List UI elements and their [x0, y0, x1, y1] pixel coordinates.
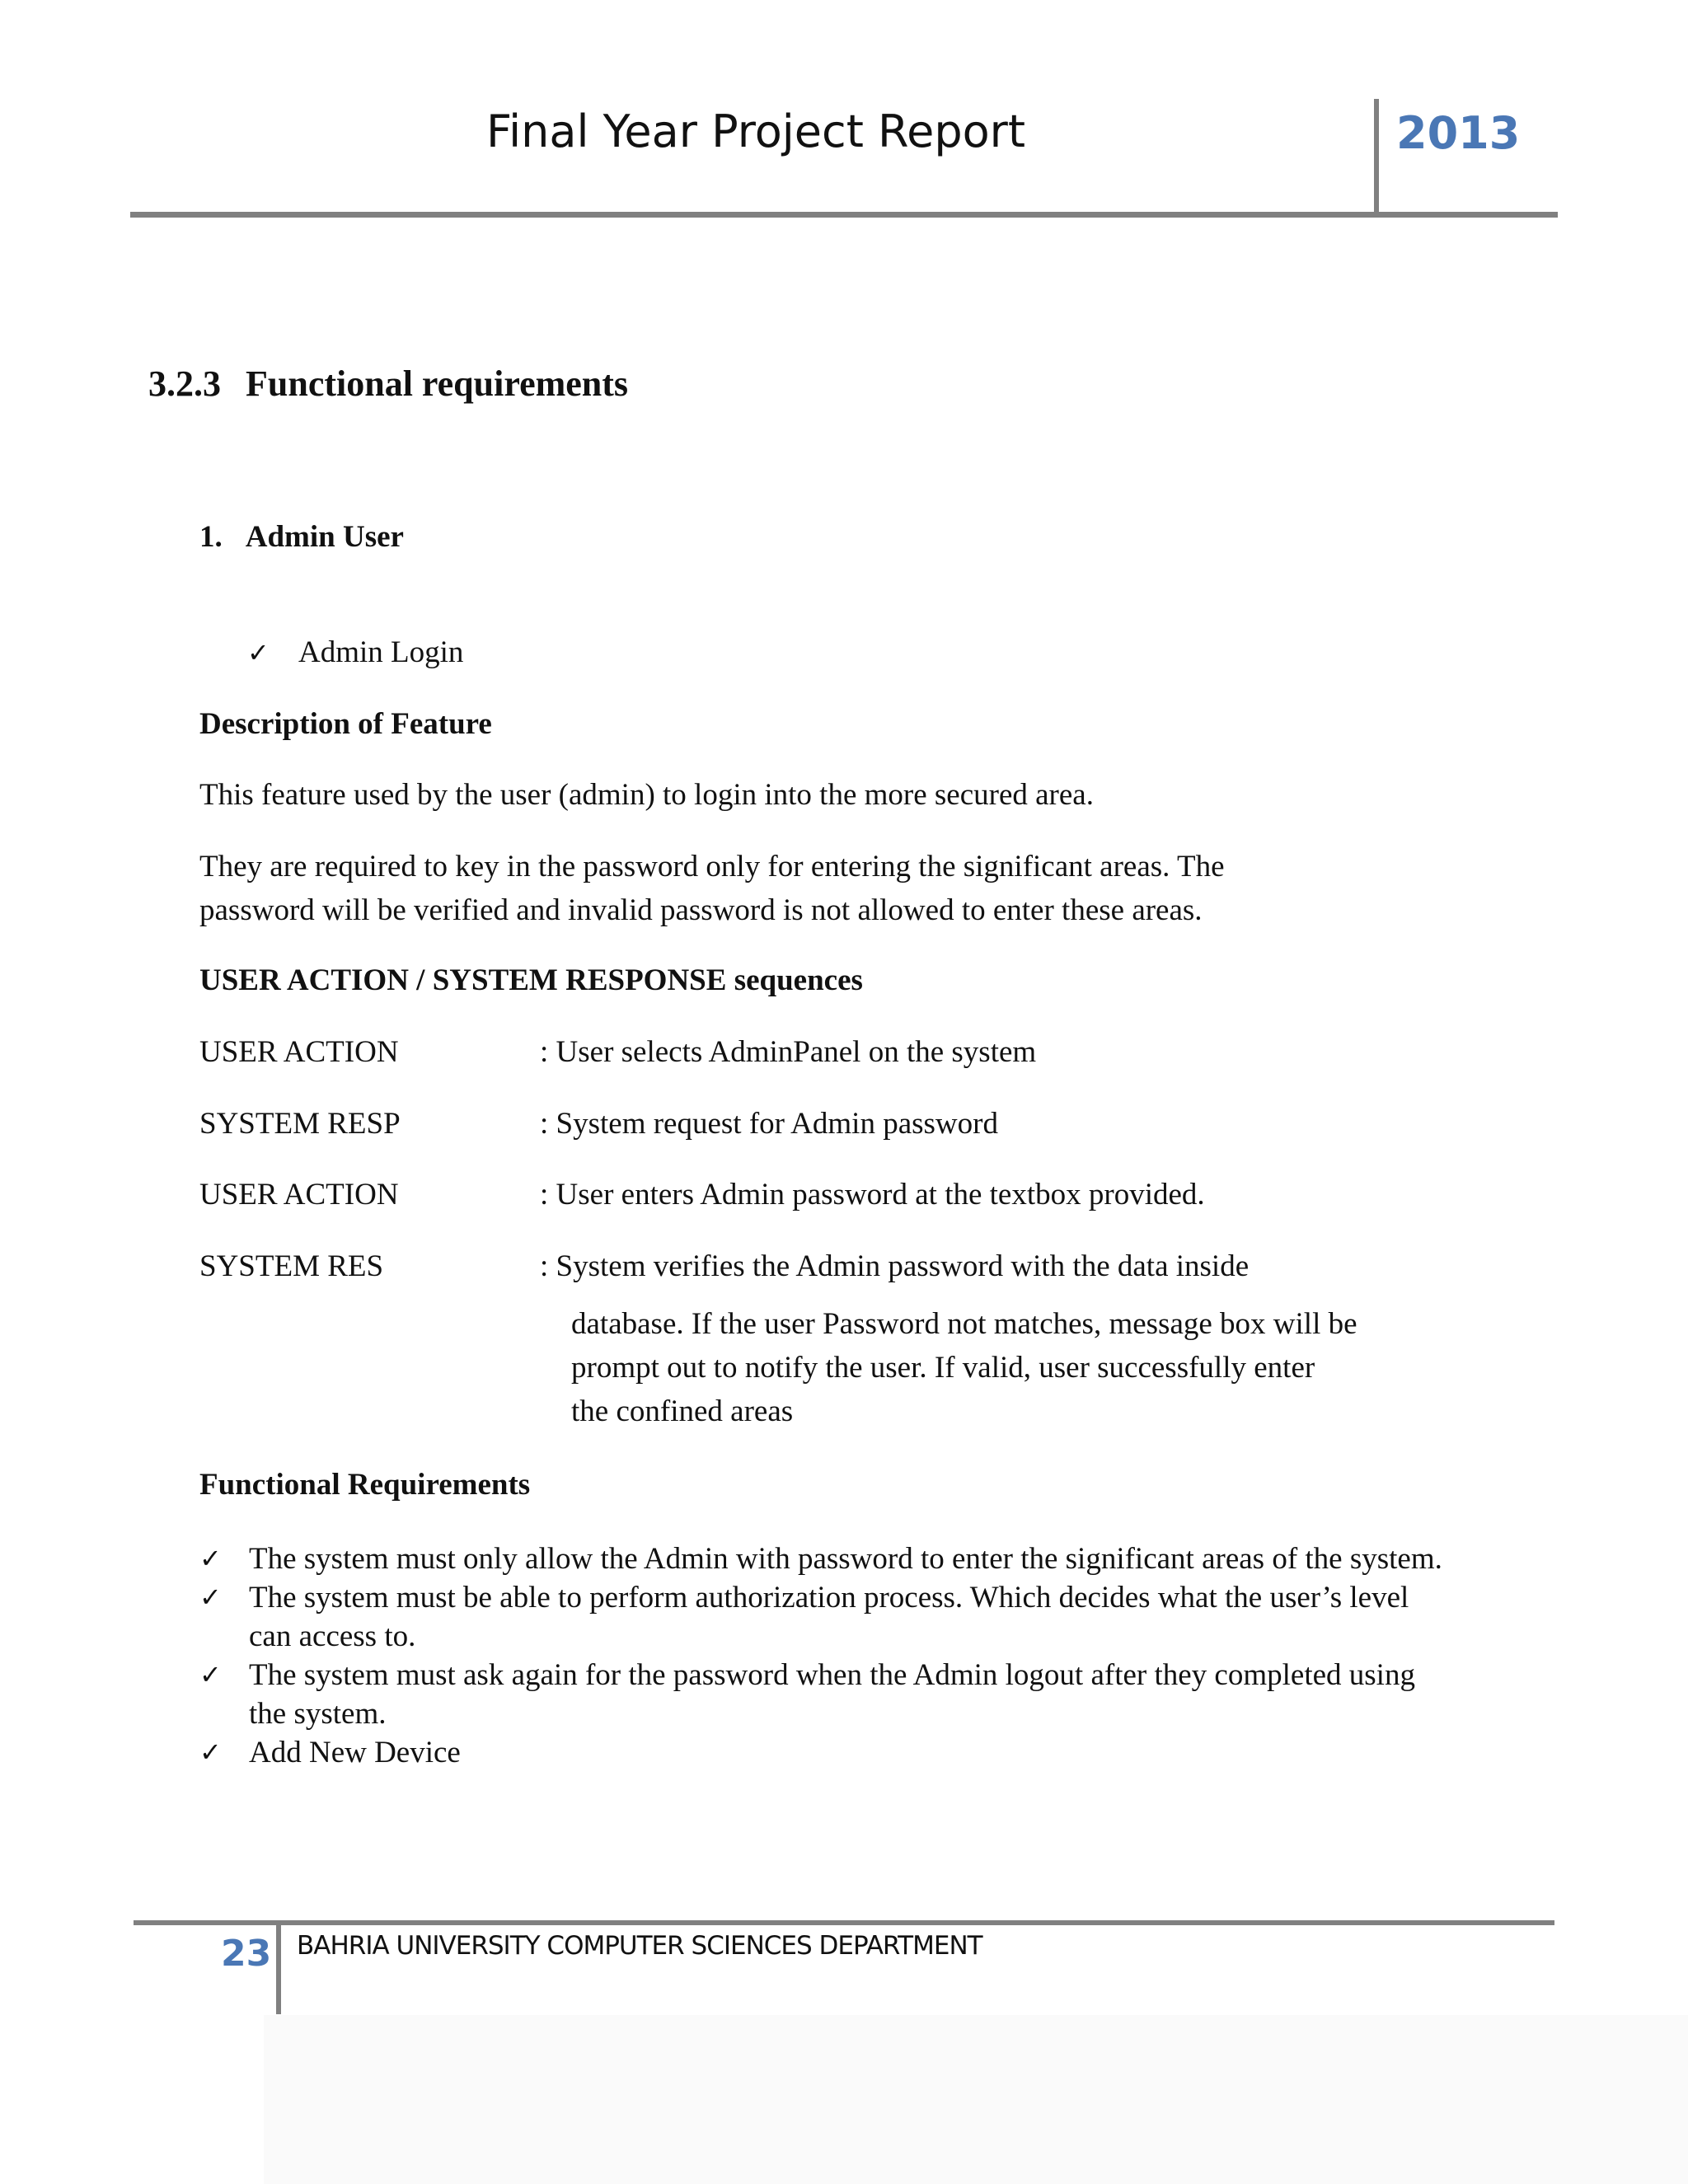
feature-name: Admin Login [298, 635, 464, 669]
description-heading: Description of Feature [199, 707, 492, 741]
section-heading [148, 363, 628, 405]
requirement-text: The system must only allow the Admin with password to enter the significant areas of the system. [249, 1542, 1442, 1576]
header-divider-vertical [1374, 99, 1379, 216]
sequence-continuation-line: database. If the user Password not matches, message box will be [571, 1307, 1357, 1341]
report-title: Final Year Project Report [486, 105, 1026, 157]
sequence-value: : System verifies the Admin password with the data inside [540, 1249, 1250, 1283]
description-paragraph-1: This feature used by the user (admin) to login into the more secured area. [199, 778, 1094, 812]
checkmark-icon: ✓ [247, 637, 270, 668]
sequence-continuation-line: prompt out to notify the user. If valid, user successfully enter [571, 1351, 1315, 1385]
sequence-label: USER ACTION [199, 1035, 399, 1069]
section-number: 3.2.3 [148, 363, 221, 404]
sequence-label: SYSTEM RES [199, 1249, 384, 1283]
report-year: 2013 [1396, 107, 1521, 159]
requirement-text: The system must ask again for the password when the Admin logout after they completed using the system. [249, 1658, 1415, 1731]
subsection-title: Admin User [245, 520, 404, 554]
page-bottom-shade [264, 2015, 1688, 2184]
section-title: Functional requirements [246, 363, 629, 404]
sequence-value: : User enters Admin password at the textbox provided. [540, 1178, 1205, 1212]
list-item [199, 1578, 1452, 1656]
sequences-heading: USER ACTION / SYSTEM RESPONSE sequences [199, 963, 863, 997]
checkmark-icon: ✓ [199, 1659, 222, 1690]
list-item [199, 1540, 1452, 1578]
requirement-text: Add New Device [249, 1736, 461, 1769]
list-item [199, 1733, 1452, 1772]
footer-department: BAHRIA UNIVERSITY COMPUTER SCIENCES DEPARTMENT [297, 1931, 982, 1961]
list-item [199, 1656, 1452, 1733]
description-paragraph-2-line-1: They are required to key in the password only for entering the significant areas. The [199, 850, 1225, 883]
functional-requirements-heading: Functional Requirements [199, 1468, 531, 1502]
footer-divider-vertical [276, 1920, 281, 2014]
subsection-heading [199, 519, 404, 555]
description-paragraph-2-line-2: password will be verified and invalid password is not allowed to enter these areas. [199, 893, 1203, 927]
subsection-number: 1. [199, 520, 223, 554]
checkmark-icon: ✓ [199, 1736, 222, 1768]
footer-rule [134, 1920, 1554, 1925]
sequence-continuation [571, 1302, 1478, 1433]
feature-item [247, 635, 463, 670]
functional-requirements-list [199, 1540, 1452, 1772]
checkmark-icon: ✓ [199, 1582, 222, 1613]
requirement-text: The system must be able to perform authorization process. Which decides what the user’s level can access to. [249, 1581, 1409, 1653]
sequence-label: USER ACTION [199, 1178, 399, 1212]
header-rule [130, 212, 1558, 218]
page-number: 23 [221, 1933, 272, 1975]
sequence-value: : User selects AdminPanel on the system [540, 1035, 1037, 1069]
sequence-continuation-line: the confined areas [571, 1394, 794, 1428]
sequence-label: SYSTEM RESP [199, 1107, 401, 1141]
sequence-value: : System request for Admin password [540, 1107, 998, 1141]
checkmark-icon: ✓ [199, 1543, 222, 1574]
